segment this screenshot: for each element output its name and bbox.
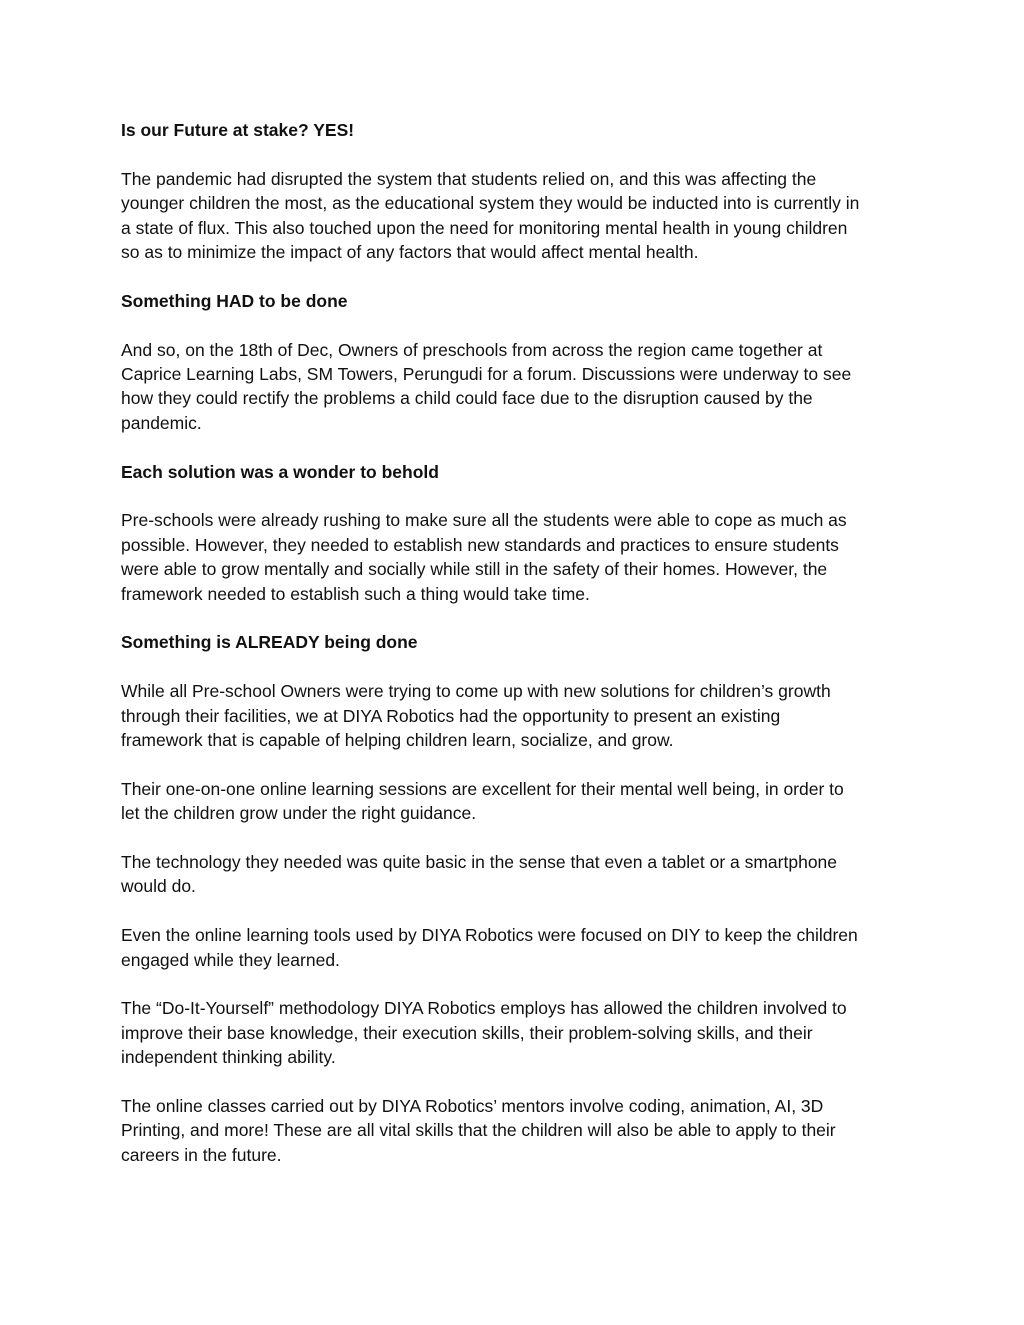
text-line: The technology they needed was quite basic in the sense that even a tablet or a smartphone xyxy=(121,852,838,873)
text-line: The pandemic had disrupted the system that students relied on, and this was affecting the xyxy=(121,168,817,189)
paragraph xyxy=(121,850,911,899)
text-line: The online classes carried out by DIYA Robotics’ mentors involve coding, animation, AI, 3D xyxy=(121,1096,824,1117)
section-heading xyxy=(121,289,911,313)
text-line: Even the online learning tools used by DIYA Robotics were focused on DIY to keep the children xyxy=(121,925,858,946)
paragraph xyxy=(121,338,911,436)
text-line: engaged while they learned. xyxy=(121,949,340,970)
text-line: would do. xyxy=(121,876,196,897)
text-line: While all Pre-school Owners were trying to come up with new solutions for children’s growth xyxy=(121,681,831,702)
text-line: through their facilities, we at DIYA Robotics had the opportunity to present an existing xyxy=(121,705,781,726)
section-heading xyxy=(121,118,911,142)
text-line: were able to grow mentally and socially while still in the safety of their homes. However, the xyxy=(121,559,828,580)
text-line: careers in the future. xyxy=(121,1144,282,1165)
text-line: so as to minimize the impact of any factors that would affect mental health. xyxy=(121,242,699,263)
paragraph xyxy=(121,679,911,752)
paragraph xyxy=(121,777,911,826)
text-line: framework that is capable of helping children learn, socialize, and grow. xyxy=(121,730,674,751)
text-line: let the children grow under the right guidance. xyxy=(121,803,477,824)
paragraph xyxy=(121,996,911,1069)
text-line: a state of flux. This also touched upon the need for monitoring mental health in young children xyxy=(121,217,848,238)
text-line: improve their base knowledge, their execution skills, their problem-solving skills, and their xyxy=(121,1022,813,1043)
text-line: framework needed to establish such a thing would take time. xyxy=(121,583,590,604)
text-line: Something HAD to be done xyxy=(121,290,348,311)
text-line: Each solution was a wonder to behold xyxy=(121,461,439,482)
text-line: The “Do-It-Yourself” methodology DIYA Robotics employs has allowed the children involved to xyxy=(121,998,847,1019)
text-line: And so, on the 18th of Dec, Owners of preschools from across the region came together at xyxy=(121,339,823,360)
paragraph xyxy=(121,1094,911,1167)
text-line: independent thinking ability. xyxy=(121,1047,336,1068)
text-line: possible. However, they needed to establish new standards and practices to ensure students xyxy=(121,534,839,555)
section-heading xyxy=(121,460,911,484)
document-page xyxy=(121,118,911,1192)
text-line: how they could rectify the problems a child could face due to the disruption caused by the xyxy=(121,388,813,409)
text-line: Pre-schools were already rushing to make sure all the students were able to cope as much as xyxy=(121,510,847,531)
text-line: pandemic. xyxy=(121,412,202,433)
text-line: younger children the most, as the educational system they would be inducted into is currently in xyxy=(121,193,860,214)
paragraph xyxy=(121,508,911,606)
text-line: Printing, and more! These are all vital skills that the children will also be able to apply to their xyxy=(121,1120,836,1141)
text-line: Something is ALREADY being done xyxy=(121,632,418,653)
text-line: Their one-on-one online learning sessions are excellent for their mental well being, in order to xyxy=(121,778,844,799)
section-heading xyxy=(121,630,911,654)
text-line: Caprice Learning Labs, SM Towers, Perungudi for a forum. Discussions were underway to see xyxy=(121,364,852,385)
paragraph xyxy=(121,923,911,972)
text-line: Is our Future at stake? YES! xyxy=(121,120,355,140)
paragraph xyxy=(121,167,911,265)
